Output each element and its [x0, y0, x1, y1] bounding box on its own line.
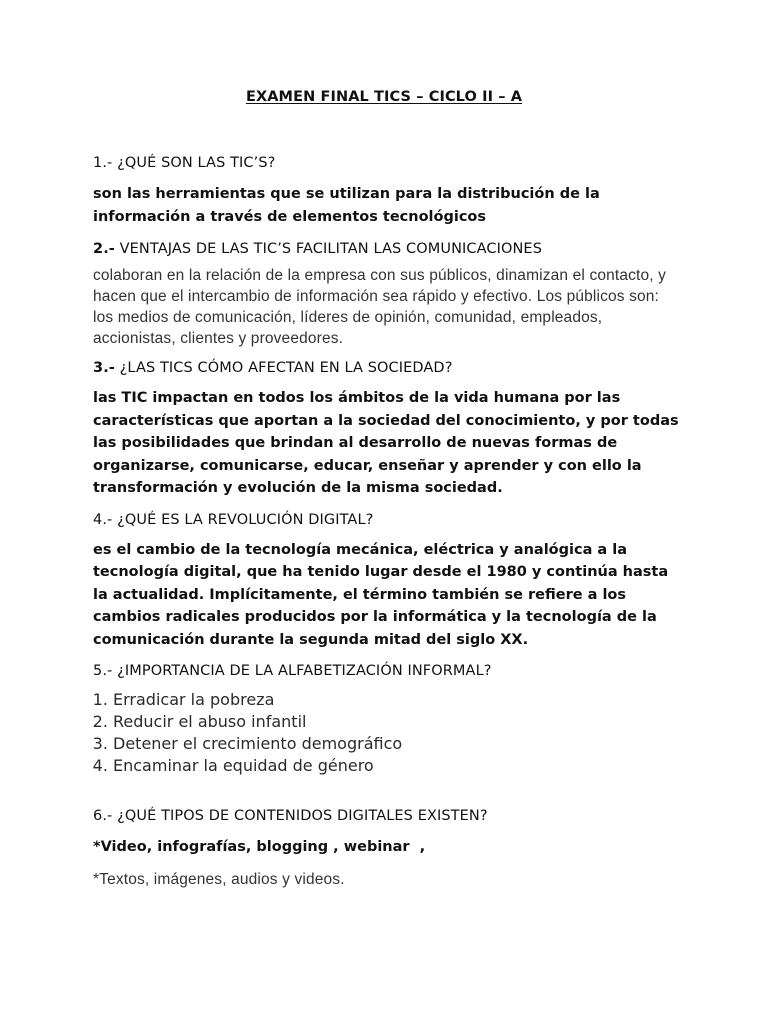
- document-title: EXAMEN FINAL TICS – CICLO II – A: [245, 89, 523, 105]
- question-3-number: 3.-: [93, 360, 115, 376]
- answer-6-line-1: *Video, infografías, blogging , webinar ,: [93, 839, 426, 855]
- answer-2: colaboran en la relación de la empresa con sus públicos, dinamizan el contacto, y hacen que el intercambio de información sea rápido y efectivo. Los públicos son: los medios de comunicación, líderes de opinión, comunidad, empleados, accionistas, clientes y proveedores.: [93, 267, 667, 347]
- question-3: [93, 357, 683, 379]
- question-6-number: 6.-: [93, 808, 113, 824]
- answer-4: es el cambio de la tecnología mecánica, eléctrica y analógica a la tecnología digital, que ha tenido lugar desde el 1980 y continúa hasta la actualidad. Implícitamente, el término también se refiere a los cambios radicales producidos por la informática y la tecnología de la comunicación durante la segunda mitad del siglo XX.: [93, 541, 669, 648]
- answer-6-line-2: *Textos, imágenes, audios y videos.: [93, 870, 345, 888]
- question-2: [93, 238, 683, 260]
- question-2-text: VENTAJAS DE LAS TIC’S FACILITAN LAS COMUNICACIONES: [114, 241, 543, 257]
- question-3-text: ¿LAS TICS CÓMO AFECTAN EN LA SOCIEDAD?: [114, 360, 453, 376]
- question-6: [93, 805, 683, 827]
- question-6-text: ¿QUÉ TIPOS DE CONTENIDOS DIGITALES EXISTEN?: [112, 808, 488, 824]
- question-1-number: 1.-: [93, 155, 113, 171]
- question-4: [93, 509, 683, 531]
- question-5-text: ¿IMPORTANCIA DE LA ALFABETIZACIÓN INFORMAL?: [112, 663, 492, 679]
- importance-list: [93, 689, 683, 777]
- question-1: [93, 152, 683, 174]
- question-1-text: ¿QUÉ SON LAS TIC’S?: [112, 155, 276, 171]
- question-5-number: 5.-: [93, 663, 113, 679]
- document-body: [93, 152, 683, 890]
- list-item: 1. Erradicar la pobreza: [113, 689, 683, 711]
- list-item: 2. Reducir el abuso infantil: [113, 711, 683, 733]
- question-4-number: 4.-: [93, 511, 113, 528]
- question-5: [93, 660, 683, 682]
- question-4-text: ¿QUÉ ES LA REVOLUCIÓN DIGITAL?: [112, 511, 374, 528]
- answer-3: las TIC impactan en todos los ámbitos de la vida humana por las características que aportan a la sociedad del conocimiento, y por todas las posibilidades que brindan al desarrollo de nuevas formas de organizarse, comunicarse, educar, enseñar y aprender y con ello la transformación y evolución de la misma sociedad.: [93, 390, 679, 496]
- question-2-number: 2.-: [93, 241, 115, 257]
- list-item: 3. Detener el crecimiento demográfico: [113, 733, 683, 755]
- list-item: 4. Encaminar la equidad de género: [113, 755, 683, 777]
- answer-1: son las herramientas que se utilizan para la distribución de la información a través de elementos tecnológicos: [93, 186, 600, 225]
